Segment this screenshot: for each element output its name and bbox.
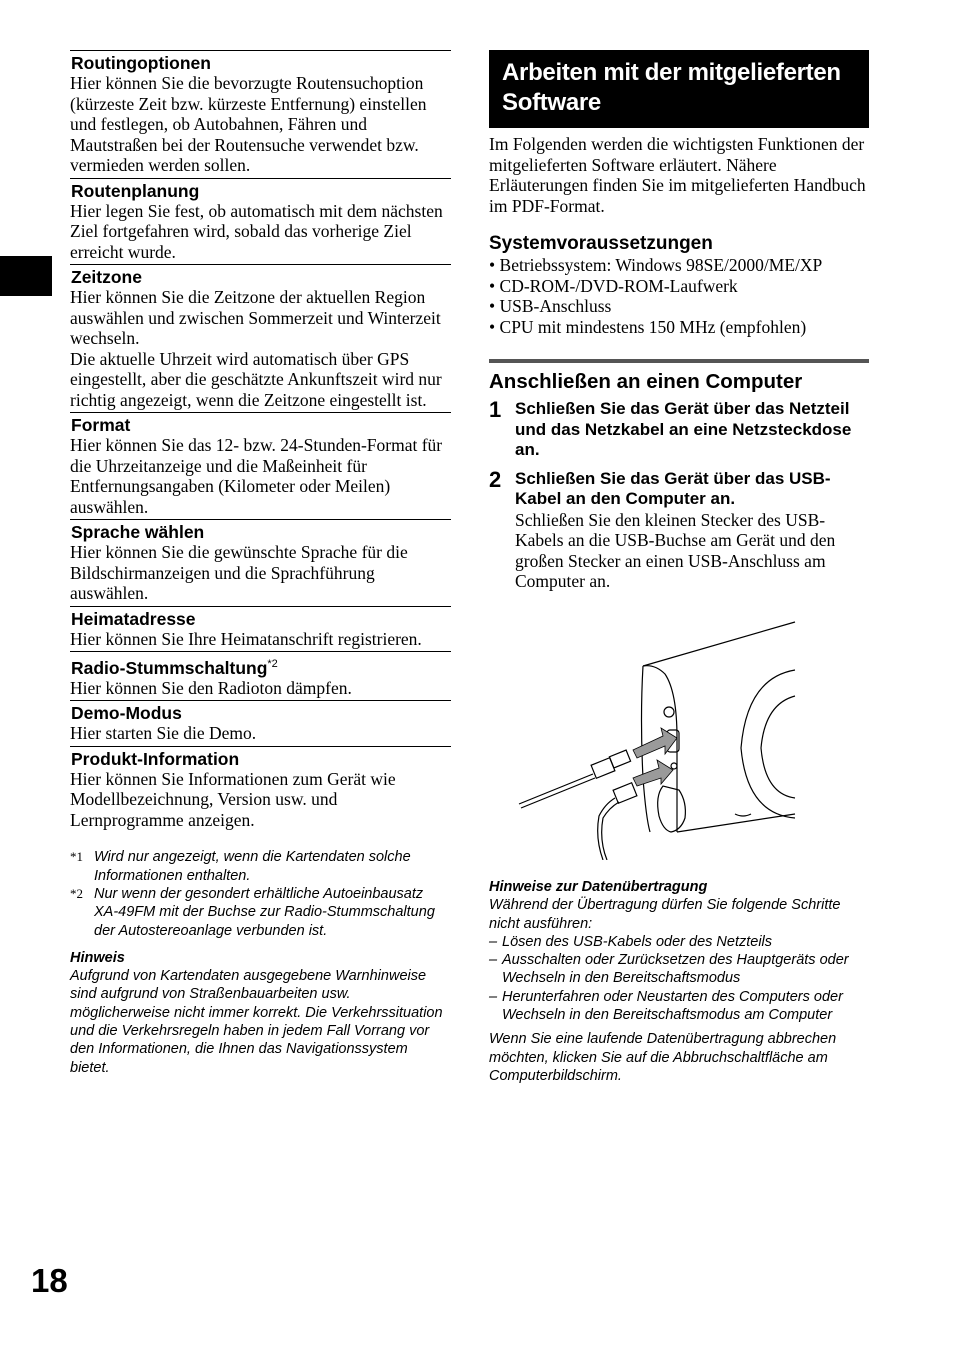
entry-title-text: Demo-Modus xyxy=(71,703,182,724)
entry-title-text: Radio-Stummschaltung xyxy=(71,657,268,678)
entry-paragraph: Hier können Sie die Zeitzone der aktuellen Region auswählen und zwischen Sommerzeit und Winterzeit wechseln. xyxy=(70,287,441,348)
requirement-item: • Betriebssystem: Windows 98SE/2000/ME/XP xyxy=(489,255,869,276)
hint-text: Aufgrund von Kartendaten ausgegebene Warnhinweise sind aufgrund von Straßenbauarbeiten usw. möglicherweise nicht immer korrekt. Die Verkehrssituation und die Verkehrsregeln haben in jedem Fall Vorrang vor den Informationen, die Ihnen das Navigationssystem bietet. xyxy=(70,968,443,1076)
entry-body xyxy=(70,201,451,263)
entry-body xyxy=(70,435,451,517)
requirement-item: • CPU mit mindestens 150 MHz (empfohlen) xyxy=(489,317,869,338)
notes-item: – Ausschalten oder Zurücksetzen des Hauptgeräts oder Wechseln in den Bereitschaftsmodus xyxy=(489,951,874,988)
settings-entry xyxy=(70,412,451,517)
entry-body xyxy=(70,629,451,650)
hint-box xyxy=(70,949,451,1077)
entry-title-text: Zeitzone xyxy=(71,267,142,287)
notes-intro: Während der Übertragung dürfen Sie folgende Schritte nicht ausführen: xyxy=(489,897,841,932)
settings-entry xyxy=(70,264,451,410)
footnote-1 xyxy=(70,848,451,885)
settings-entry xyxy=(70,700,451,744)
entry-body xyxy=(70,769,451,831)
left-column xyxy=(70,50,451,1077)
section-tab-marker xyxy=(0,256,52,296)
footnote-text: Nur wenn der gesondert erhältliche Autoeinbausatz XA-49FM mit der Buchse zur Radio-Stummschaltung der Autostereoanlage verbunden ist. xyxy=(94,885,435,939)
intro-paragraph: Im Folgenden werden die wichtigsten Funktionen der mitgelieferten Software erläutert. Nähere Erläuterungen finden Sie im mitgelieferten Handbuch im PDF-Format. xyxy=(489,134,866,216)
settings-entry xyxy=(70,651,451,698)
entry-body xyxy=(70,542,451,604)
notes-outro: Wenn Sie eine laufende Datenübertragung abbrechen möchten, klicken Sie auf die Abbruchschaltfläche am Computerbildschirm. xyxy=(489,1031,837,1084)
notes-title: Hinweise zur Datenübertragung xyxy=(489,879,708,895)
section-banner: Arbeiten mit der mitgelieferten Software xyxy=(489,50,869,128)
entry-title xyxy=(71,749,451,769)
footnote-2 xyxy=(70,885,451,940)
connect-section-heading: Anschließen an einen Computer xyxy=(489,359,869,395)
footnote-mark: *1 xyxy=(70,849,83,865)
step-1 xyxy=(489,399,869,461)
entry-title xyxy=(71,703,451,723)
requirement-item: • USB-Anschluss xyxy=(489,296,869,317)
footnote-text: Wird nur angezeigt, wenn die Kartendaten solche Informationen enthalten. xyxy=(94,849,411,884)
entry-title-text: Routingoptionen xyxy=(71,53,211,73)
transfer-notes xyxy=(489,878,874,1085)
right-column xyxy=(489,50,869,592)
entry-title xyxy=(71,181,451,201)
entry-body xyxy=(70,678,451,699)
entry-paragraph: Hier können Sie Ihre Heimatanschrift registrieren. xyxy=(70,628,422,649)
entry-title-text: Produkt-Information xyxy=(71,748,240,769)
entry-paragraph: Hier starten Sie die Demo. xyxy=(70,723,257,744)
step-number: 2 xyxy=(489,466,502,492)
entry-body xyxy=(70,287,451,410)
step-number: 1 xyxy=(489,397,502,422)
notes-item-text: Herunterfahren oder Neustarten des Computers oder Wechseln in den Bereitschaftsmodus am Computer xyxy=(502,988,843,1024)
entry-title xyxy=(71,415,451,435)
entry-title-text: Sprache wählen xyxy=(71,522,205,542)
hint-title: Hinweis xyxy=(70,949,125,966)
requirements-list xyxy=(489,255,869,337)
entry-paragraph: Hier legen Sie fest, ob automatisch mit dem nächsten Ziel fortgefahren wird, sobald das vorherige Ziel erreicht wurde. xyxy=(70,200,443,262)
requirement-item: • CD-ROM-/DVD-ROM-Laufwerk xyxy=(489,276,869,297)
entry-title-text: Format xyxy=(71,415,131,435)
entry-title-text: Routenplanung xyxy=(71,180,200,201)
footnote-reference: *2 xyxy=(267,658,278,670)
entry-paragraph: Hier können Sie den Radioton dämpfen. xyxy=(70,677,352,698)
entry-title xyxy=(71,522,451,542)
settings-entry xyxy=(70,606,451,650)
notes-item-text: Ausschalten oder Zurücksetzen des Hauptgeräts oder Wechseln in den Bereitschaftsmodus xyxy=(502,952,849,987)
footnote-mark: *2 xyxy=(70,885,83,901)
entry-body xyxy=(70,723,451,744)
notes-item: – Herunterfahren oder Neustarten des Computers oder Wechseln in den Bereitschaftsmodus am Computer xyxy=(489,988,874,1025)
entry-title xyxy=(71,609,451,629)
entry-title xyxy=(71,654,451,678)
settings-entry xyxy=(70,178,451,263)
entry-paragraph: Hier können Sie die bevorzugte Routensuchoption (kürzeste Zeit bzw. kürzeste Entfernung) einstellen und festlegen, ob Autobahnen, Fähren und Mautstraßen bei der Routensuche verwendet bzw. vermieden werden sollen. xyxy=(70,73,427,175)
requirements-heading: Systemvoraussetzungen xyxy=(489,233,713,254)
notes-item: – Lösen des USB-Kabels oder des Netzteils xyxy=(489,933,773,950)
page-number: 18 xyxy=(31,1262,68,1299)
entry-paragraph: Hier können Sie die gewünschte Sprache für die Bildschirmanzeigen und die Sprachführung auswählen. xyxy=(70,542,408,603)
footnotes xyxy=(70,848,451,939)
entry-body xyxy=(70,73,451,176)
step-body: Schließen Sie den kleinen Stecker des USB-Kabels an die USB-Buchse am Gerät und den großen Stecker an einen USB-Anschluss am Computer an. xyxy=(515,509,836,591)
entry-title xyxy=(71,267,451,287)
settings-entry xyxy=(70,519,451,604)
entry-paragraph: Hier können Sie Informationen zum Gerät wie Modellbezeichnung, Version usw. und Lernprogramme anzeigen. xyxy=(70,768,396,830)
entry-title xyxy=(71,53,451,73)
entry-paragraph: Die aktuelle Uhrzeit wird automatisch über GPS eingestellt, aber die geschätzte Ankunftszeit wird nur richtig angezeigt, wenn die Zeitzone eingestellt ist. xyxy=(70,348,442,410)
settings-entry-list xyxy=(70,50,451,830)
settings-entry xyxy=(70,50,451,176)
entry-title-text: Heimatadresse xyxy=(71,608,196,629)
step-2 xyxy=(489,466,869,592)
notes-item-text: Lösen des USB-Kabels oder des Netzteils xyxy=(502,933,773,950)
usb-connection-illustration xyxy=(515,618,800,860)
settings-entry xyxy=(70,746,451,831)
step-title: Schließen Sie das Gerät über das USB-Kabel an den Computer an. xyxy=(515,468,831,508)
step-title: Schließen Sie das Gerät über das Netzteil und das Netzkabel an eine Netzsteckdose an. xyxy=(515,399,852,459)
entry-paragraph: Hier können Sie das 12- bzw. 24-Stunden-Format für die Uhrzeitanzeige und die Maßeinheit für Entfernungsangaben (Kilometer oder Meilen) auswählen. xyxy=(70,435,443,517)
